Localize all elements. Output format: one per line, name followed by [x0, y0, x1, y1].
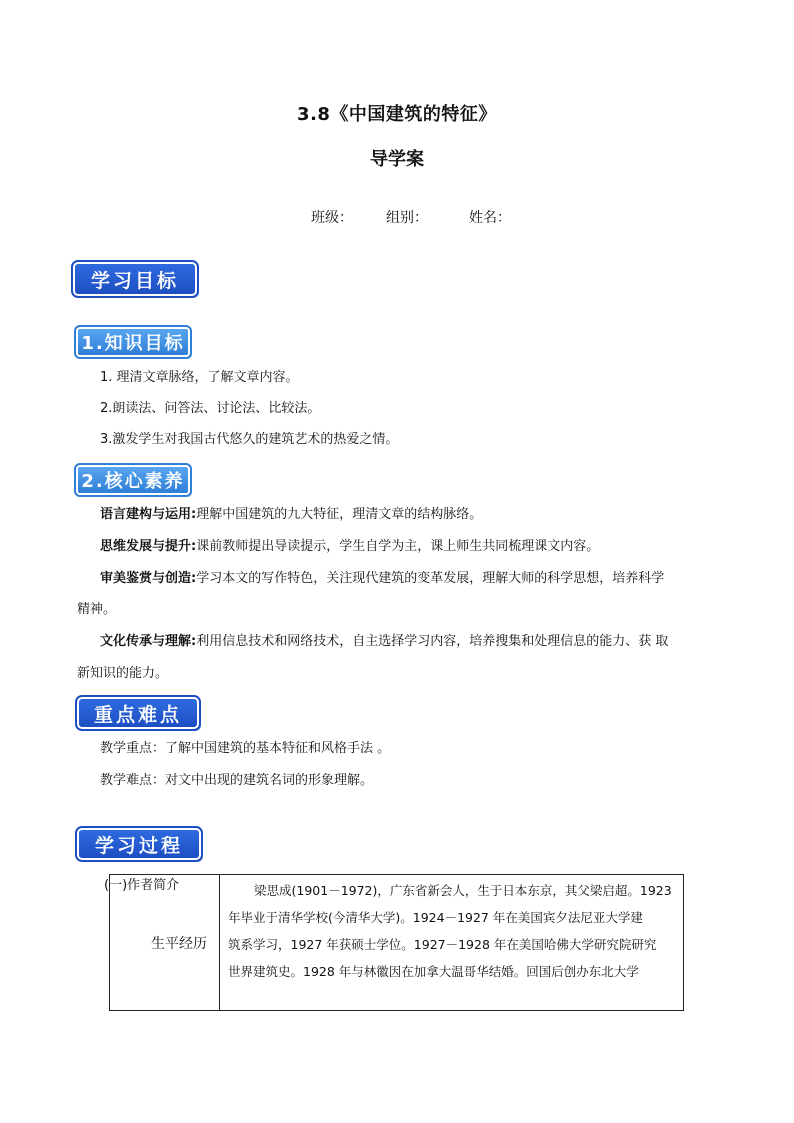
knowledge-item-2: 2.朗读法、问答法、讨论法、比较法。 [100, 401, 321, 416]
literacy-item-culture [100, 632, 668, 652]
bio-line: 世界建筑史。1928 年与林徽因在加拿大温哥华结婚。回国后创办东北大学 [228, 964, 639, 979]
author-intro-heading: (一)作者简介 [104, 878, 180, 893]
literacy-item-language [100, 505, 482, 525]
bio-line: 年毕业于清华学校(今清华大学)。1924－1927 年在美国宾夕法尼亚大学建 [228, 910, 643, 925]
literacy-item-aesthetics [100, 569, 664, 589]
knowledge-item-1: 1. 理清文章脉络，了解文章内容。 [100, 370, 299, 385]
section-badge-objectives: 学习目标 [73, 262, 197, 296]
section-badge-key-points: 重点难点 [77, 697, 199, 729]
literacy-label: 文化传承与理解: [100, 634, 197, 649]
literacy-text: 理解中国建筑的九大特征，理清文章的结构脉络。 [196, 507, 483, 522]
group-label: 组别： [386, 210, 428, 226]
knowledge-item-3: 3.激发学生对我国古代悠久的建筑艺术的热爱之情。 [100, 432, 399, 447]
teaching-focus: 教学重点：了解中国建筑的基本特征和风格手法 。 [100, 741, 391, 756]
teaching-difficulty: 教学难点：对文中出现的建筑名词的形象理解。 [100, 773, 374, 788]
literacy-label: 思维发展与提升: [100, 539, 197, 554]
literacy-label: 语言建构与运用: [100, 507, 197, 522]
literacy-text: 利用信息技术和网络技术，自主选择学习内容，培养搜集和处理信息的能力、获 取 [196, 634, 669, 649]
bio-table-content [228, 877, 678, 985]
literacy-item-aesthetics-cont: 精神。 [77, 602, 117, 617]
bio-line: 梁思成(1901－1972)，广东省新会人，生于日本东京，其父梁启超。1923 [254, 883, 672, 898]
literacy-text: 课前教师提出导读提示，学生自学为主，课上师生共同梳理课文内容。 [196, 539, 600, 554]
literacy-label: 审美鉴赏与创造: [100, 571, 197, 586]
document-subtitle: 导学案 [370, 149, 424, 170]
subsection-badge-literacy: 2.核心素养 [76, 465, 190, 495]
literacy-text: 学习本文的写作特色，关注现代建筑的变革发展，理解大师的科学思想，培养科学 [196, 571, 665, 586]
bio-table-label: 生平经历 [110, 875, 220, 1010]
name-label: 姓名： [469, 210, 511, 226]
literacy-item-culture-cont: 新知识的能力。 [77, 666, 169, 681]
author-bio-table [109, 874, 684, 1011]
bio-line: 筑系学习，1927 年获硕士学位。1927－1928 年在美国哈佛大学研究院研究 [228, 937, 657, 952]
section-badge-process: 学习过程 [77, 828, 201, 860]
class-label: 班级： [311, 210, 353, 226]
subsection-badge-knowledge: 1.知识目标 [76, 327, 190, 357]
document-title: 3.8《中国建筑的特征》 [297, 104, 497, 125]
literacy-item-thinking [100, 537, 599, 557]
